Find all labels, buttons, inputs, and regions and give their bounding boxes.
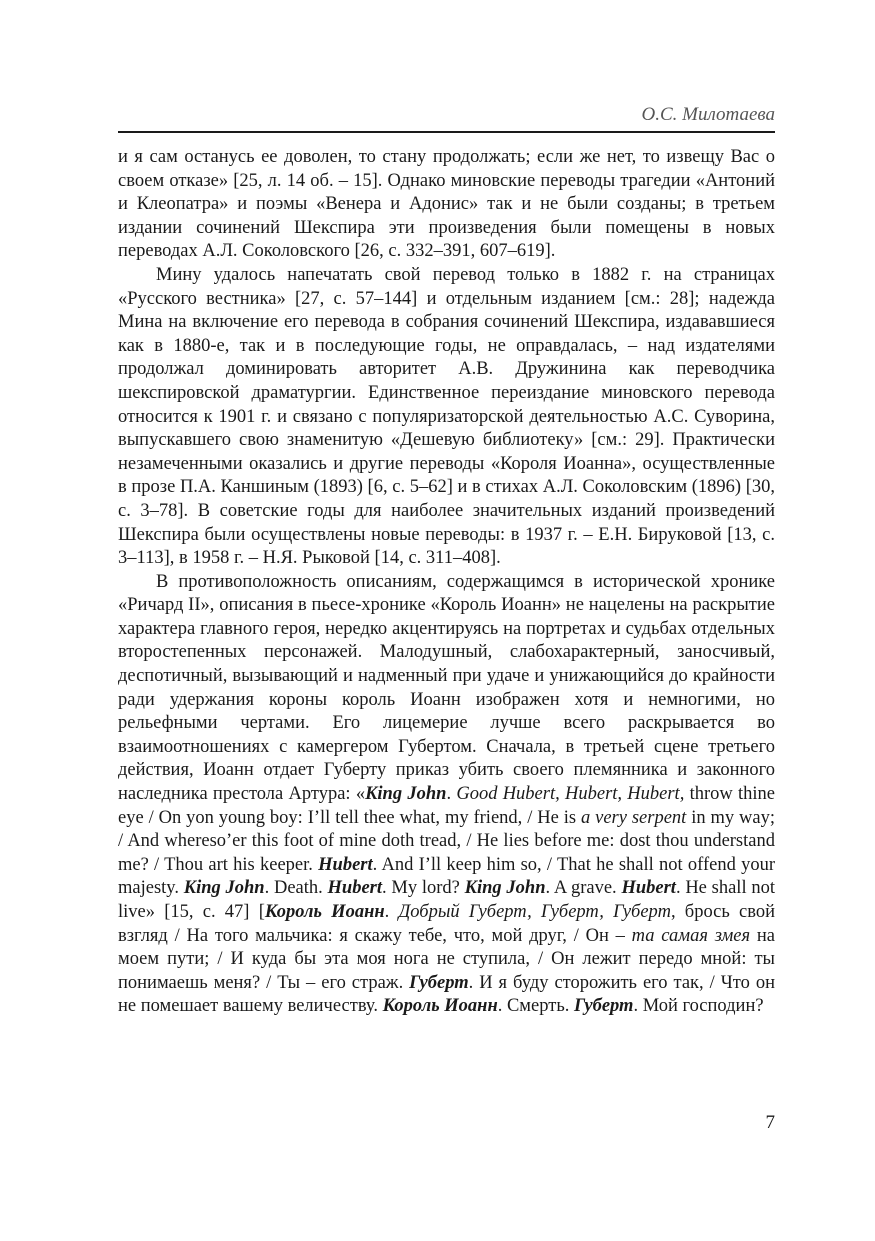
page-body: [118, 146, 775, 1019]
quote-text: . He shall not live» [15, с. 47] [: [118, 878, 775, 922]
running-header-author: О.С. Милотаева: [641, 104, 775, 125]
speaker-hubert: Hubert: [318, 854, 373, 875]
speaker-korol-ioann: Король Иоанн: [382, 996, 498, 1017]
quote-text: . My lord?: [382, 878, 465, 899]
paragraph-3: [118, 571, 775, 1019]
paragraph-3-text: В противоположность описаниям, содержащимся в исторической хронике «Ричард II», описания в пьесе-хронике «Король Иоанн» не нацелены на раскрытие характера главного героя, нередко акцентируясь на портретах и судьбах отдельных второстепенных персонажей. Малодушный, слабохарактерный, заносчивый, деспотичный, вызывающий и надменный при удаче и унижающийся до крайности ради удержания короны король Иоанн изображен хотя и немногими, но рельефными чертами. Его лицемерие лучше всего раскрывается во взаимоотношениях с камергером Губертом. Сначала, в третьей сцене третьего действия, Иоанн отдает Губерту приказ убить своего племянника и законного наследника престола Артура: «: [118, 571, 775, 805]
translation-text: , брось свой взгляд / На того мальчика: я скажу тебе, что, мой друг, / Он –: [118, 902, 776, 946]
speaker-hubert: Hubert: [621, 878, 676, 899]
speaker-gubert: Губерт: [409, 972, 469, 993]
translation-text: . И я буду сторожить его так, / Что он не помешает вашему величеству.: [118, 972, 775, 1017]
translation-text: .: [384, 902, 399, 922]
page-number: 7: [765, 1112, 775, 1133]
quote-italic: a very serpent: [580, 807, 687, 828]
quote-text: in my way; / And whereso’er this foot of mine doth tread, / He lies before me: dost thou understand me? / Thou art his keeper.: [118, 807, 776, 875]
speaker-korol-ioann: Король Иоанн: [264, 902, 385, 922]
speaker-hubert: Hubert: [327, 878, 383, 899]
speaker-king-john: King John: [365, 784, 447, 805]
quote-italic: Good Hubert, Hubert, Hubert,: [456, 784, 685, 805]
running-header: [118, 100, 775, 130]
speaker-gubert: Губерт: [574, 996, 634, 1017]
quote-text: . Death.: [264, 878, 328, 899]
header-rule: [118, 131, 775, 133]
translation-text: . Смерть.: [497, 996, 575, 1017]
translation-text: . Мой господин?: [633, 996, 764, 1017]
quote-text: .: [446, 784, 457, 805]
quote-text: . And I’ll keep him so, / That he shall not offend your majesty.: [118, 854, 776, 899]
speaker-king-john: King John: [183, 878, 265, 899]
paragraph-1: и я сам останусь ее доволен, то стану продолжать; если же нет, то извещу Вас о своем отказе» [25, л. 14 об. – 15]. Однако миновские переводы трагедии «Антоний и Клеопатра» и поэмы «Венера и Адонис» так и не были созданы; в третьем издании сочинений Шекспира эти произведения были помещены в новых переводах А.Л. Соколовского [26, с. 332–391, 607–619].: [118, 147, 775, 262]
translation-text: на моем пути; / И куда бы эта моя нога не ступила, / Он лежит передо мной: ты понимаешь меня? / Ты – его страж.: [118, 925, 775, 993]
translation-italic: Добрый Губерт, Губерт, Губерт: [398, 902, 671, 922]
quote-text: . A grave.: [545, 878, 622, 899]
translation-italic: та самая змея: [631, 925, 751, 946]
speaker-king-john: King John: [464, 878, 546, 899]
quote-text: throw thine eye / On yon young boy: I’ll tell thee what, my friend, / He is: [118, 784, 775, 828]
paragraph-2: Мину удалось напечатать свой перевод только в 1882 г. на страницах «Русского вестника» [27, с. 57–144] и отдельным изданием [см.: 28]; надежда Мина на включение его перевода в собрания сочинений Шекспира, издававшиеся как в 1880-е, так и в последующие годы, не оправдалась, – над издателями продолжал доминировать авторитет А.В. Дружинина как переводчика шекспировской драматургии. Единственное переиздание миновского перевода относится к 1901 г. и связано с популяризаторской деятельностью А.С. Суворина, выпускавшего свою знаменитую «Дешевую библиотеку» [см.: 29]. Практически незамеченными оказались и другие переводы «Короля Иоанна», осуществленные в прозе П.А. Каншиным (1893) [6, с. 5–62] и в стихах А.Л. Соколовским (1896) [30, с. 3–78]. В советские годы для наиболее значительных изданий произведений Шекспира были осуществлены новые переводы: в 1937 г. – Е.Н. Бируковой [13, с. 3–113], в 1958 г. – Н.Я. Рыковой [14, с. 311–408].: [118, 264, 775, 569]
